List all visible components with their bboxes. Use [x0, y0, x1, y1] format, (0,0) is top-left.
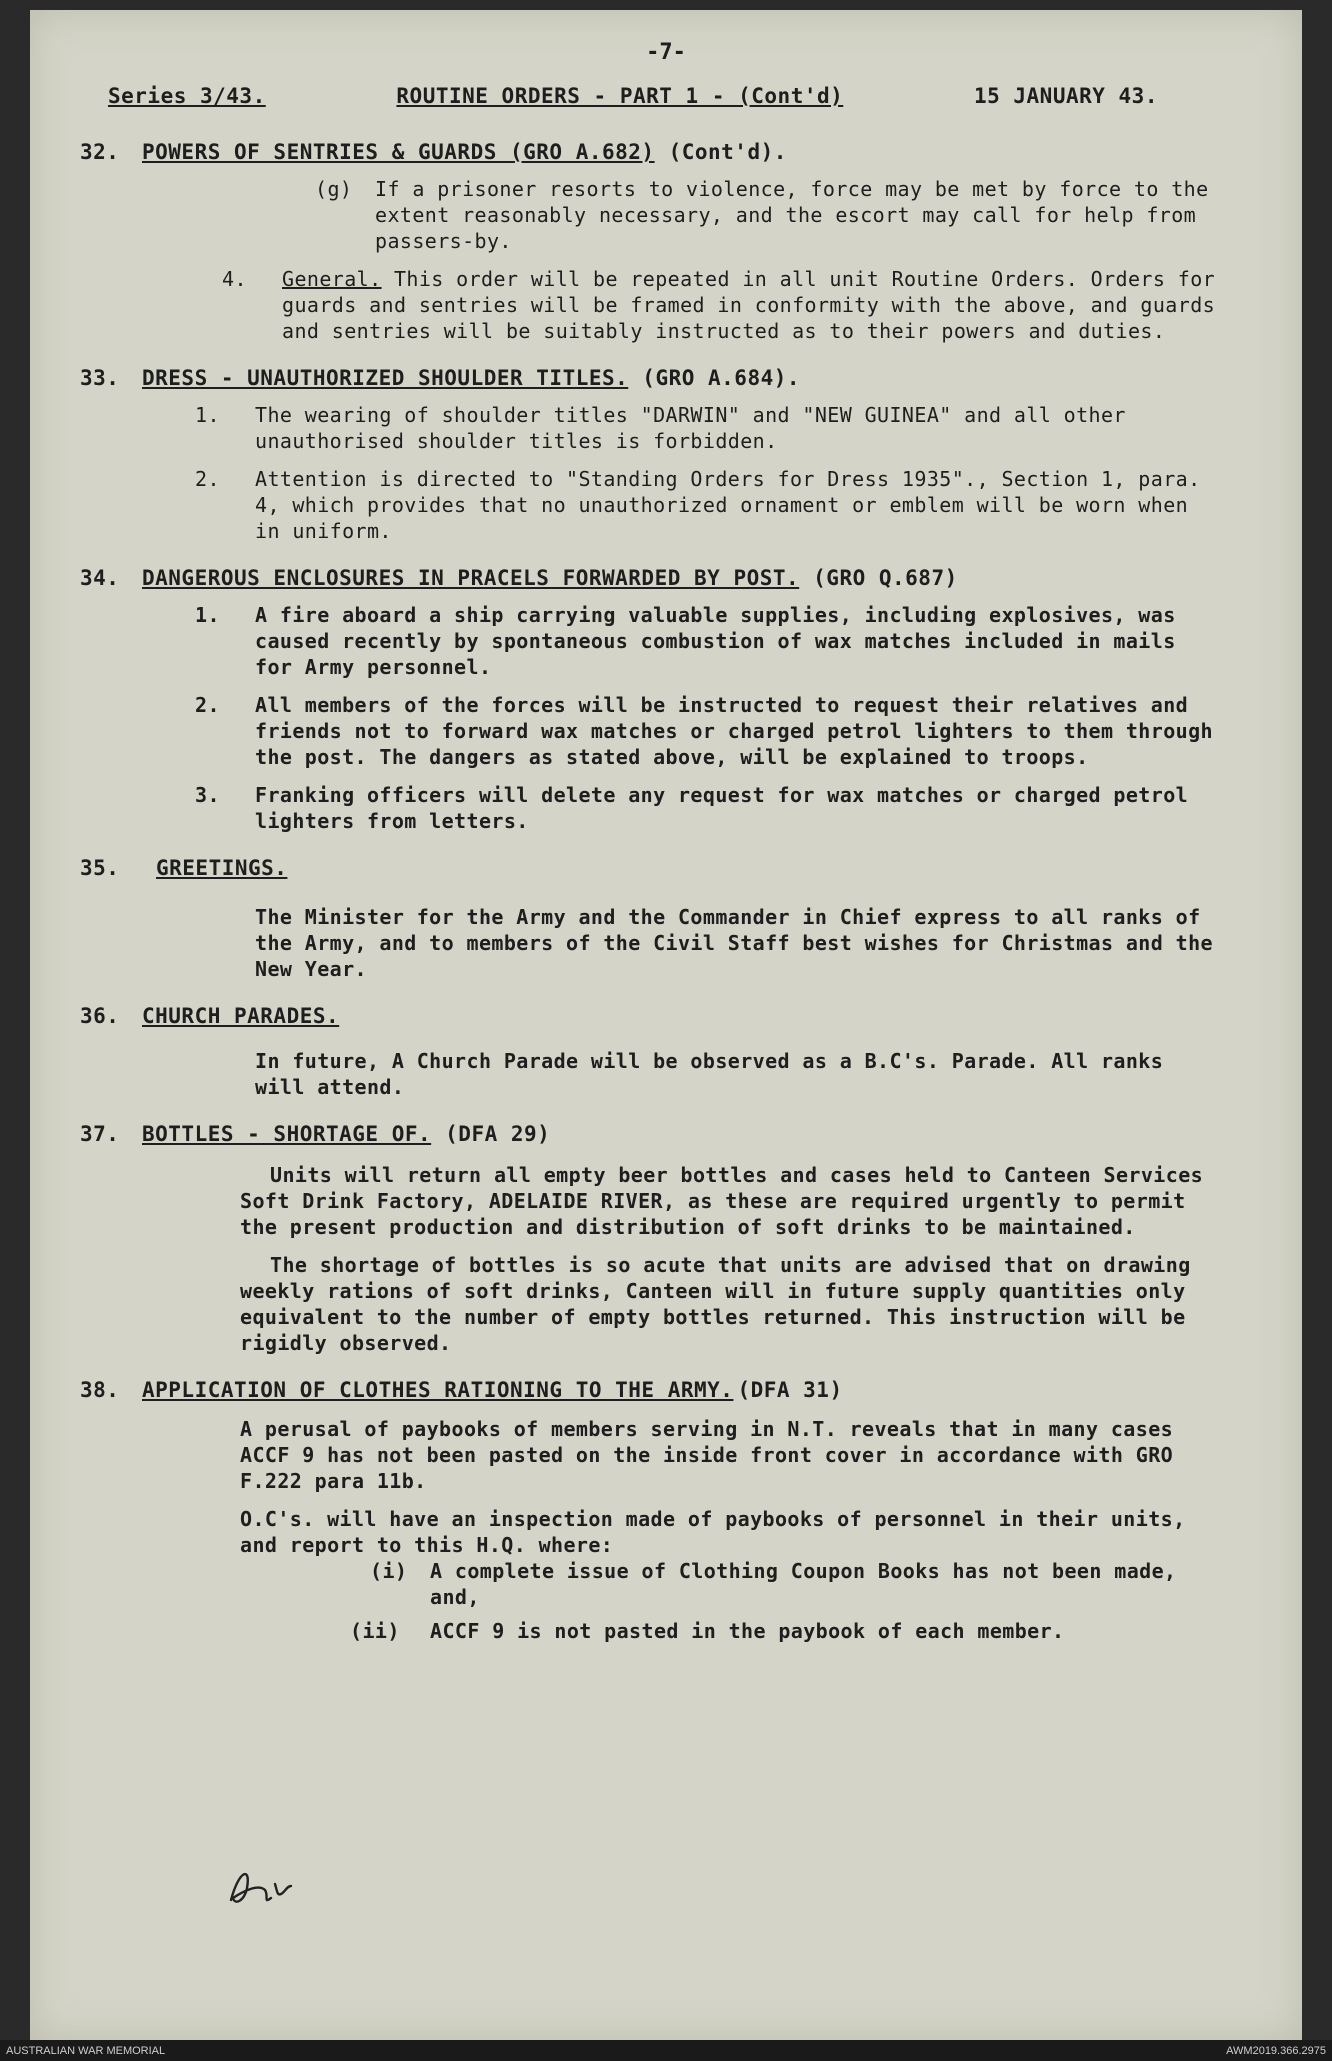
item-text: Franking officers will delete any request for wax matches or charged petrol lighters from letters.	[255, 783, 1189, 833]
paragraph-text: In future, A Church Parade will be observed as a B.C's. Parade. All ranks will attend.	[255, 1049, 1164, 1099]
item-text: This order will be repeated in all unit Routine Orders. Orders for guards and sentries will be framed in conformity with the above, and guards and sentries will be suitably instructed as to their powers and duties.	[282, 267, 1216, 343]
item-number: 1.	[195, 603, 220, 627]
item-text: ACCF 9 is not pasted in the paybook of each member.	[430, 1619, 1065, 1643]
archive-footer	[0, 2040, 1332, 2061]
section-title: DANGEROUS ENCLOSURES IN PRACELS FORWARDED BY POST.	[142, 566, 800, 590]
archive-name: AUSTRALIAN WAR MEMORIAL	[6, 2044, 166, 2057]
section-number: 38.	[80, 1378, 120, 1402]
document-header	[108, 84, 1158, 108]
section-ref: (GRO Q.687)	[813, 566, 958, 590]
item-number: (ii)	[350, 1619, 400, 1643]
section-35	[80, 856, 1220, 982]
section-38	[80, 1378, 1220, 1644]
paragraph-item	[195, 466, 1220, 544]
section-number: 35.	[80, 856, 120, 880]
paragraph-item	[370, 1558, 1220, 1610]
section-36	[80, 1004, 1220, 1100]
section-number: 32.	[80, 140, 120, 164]
paragraph-text: A perusal of paybooks of members serving in N.T. reveals that in many cases ACCF 9 has not been pasted on the inside front cover in accordance with GRO F.222 para 11b.	[240, 1417, 1174, 1493]
section-ref: (GRO A.684).	[642, 366, 801, 390]
item-text: All members of the forces will be instructed to request their relatives and friends not to forward wax matches or charged petrol lighters to them through the post. The dangers as stated above, will be explained to troops.	[255, 693, 1213, 769]
section-number: 33.	[80, 366, 120, 390]
item-text: If a prisoner resorts to violence, force may be met by force to the extent reasonably necessary, and the escort may call for help from passers-by.	[375, 177, 1209, 253]
page-number: -7-	[646, 40, 686, 65]
section-number: 36.	[80, 1004, 120, 1028]
paragraph-text: The Minister for the Army and the Commander in Chief express to all ranks of the Army, and to members of the Civil Staff best wishes for Christmas and the New Year.	[255, 905, 1213, 981]
item-number: (g)	[315, 177, 353, 201]
series-label: Series 3/43.	[108, 84, 266, 108]
section-37	[80, 1122, 1220, 1356]
item-text: A fire aboard a ship carrying valuable supplies, including explosives, was caused recently by spontaneous combustion of wax matches included in mails for Army personnel.	[255, 603, 1176, 679]
section-ref: (Cont'd).	[668, 140, 787, 164]
item-number: (i)	[370, 1559, 408, 1583]
section-ref: (DFA 31)	[737, 1378, 843, 1402]
item-number: 1.	[195, 403, 220, 427]
item-number: 4.	[222, 267, 247, 291]
paragraph-text: The shortage of bottles is so acute that units are advised that on drawing weekly rations of soft drinks, Canteen will in future supply quantities only equivalent to the number of empty bottles returned. This instruction will be rigidly observed.	[240, 1253, 1191, 1355]
item-number: 2.	[195, 693, 220, 717]
paragraph-item	[315, 176, 1220, 254]
section-number: 34.	[80, 566, 120, 590]
document-body	[80, 140, 1220, 1666]
section-32	[80, 140, 1220, 344]
paragraph-item	[222, 266, 1220, 344]
header-title: ROUTINE ORDERS - PART 1 - (Cont'd)	[396, 84, 844, 108]
paragraph-text: Units will return all empty beer bottles and cases held to Canteen Services Soft Drink Factory, ADELAIDE RIVER, as these are required urgently to permit the present production and distribution of soft drinks to be maintained.	[240, 1163, 1204, 1239]
item-heading: General.	[282, 267, 382, 291]
header-date: 15 JANUARY 43.	[973, 84, 1158, 108]
item-number: 2.	[195, 467, 220, 491]
section-title: CHURCH PARADES.	[142, 1004, 340, 1028]
paragraph-item	[350, 1618, 1220, 1644]
paragraph-item	[195, 782, 1220, 834]
section-title: POWERS OF SENTRIES & GUARDS (GRO A.682)	[142, 140, 655, 164]
item-text: Attention is directed to "Standing Orders for Dress 1935"., Section 1, para. 4, which provides that no unauthorized ornament or emblem will be worn when in uniform.	[255, 467, 1201, 543]
section-ref: (DFA 29)	[445, 1122, 551, 1146]
paragraph-text: O.C's. will have an inspection made of paybooks of personnel in their units, and report to this H.Q. where:	[240, 1507, 1186, 1557]
section-title: DRESS - UNAUTHORIZED SHOULDER TITLES.	[142, 366, 629, 390]
paragraph-item	[195, 692, 1220, 770]
initials-signature	[225, 1860, 305, 1910]
section-33	[80, 366, 1220, 544]
archive-id: AWM2019.366.2975	[1226, 2044, 1326, 2057]
paragraph-item	[195, 402, 1220, 454]
section-34	[80, 566, 1220, 834]
section-number: 37.	[80, 1122, 120, 1146]
item-text: A complete issue of Clothing Coupon Books has not been made, and,	[430, 1559, 1177, 1609]
section-title: APPLICATION OF CLOTHES RATIONING TO THE ARMY.	[142, 1378, 734, 1402]
paragraph-item	[195, 602, 1220, 680]
document-page	[30, 10, 1302, 2040]
section-title: GREETINGS.	[156, 856, 288, 880]
item-number: 3.	[195, 783, 220, 807]
section-title: BOTTLES - SHORTAGE OF.	[142, 1122, 432, 1146]
item-text: The wearing of shoulder titles "DARWIN" and "NEW GUINEA" and all other unauthorised shoulder titles is forbidden.	[255, 403, 1126, 453]
